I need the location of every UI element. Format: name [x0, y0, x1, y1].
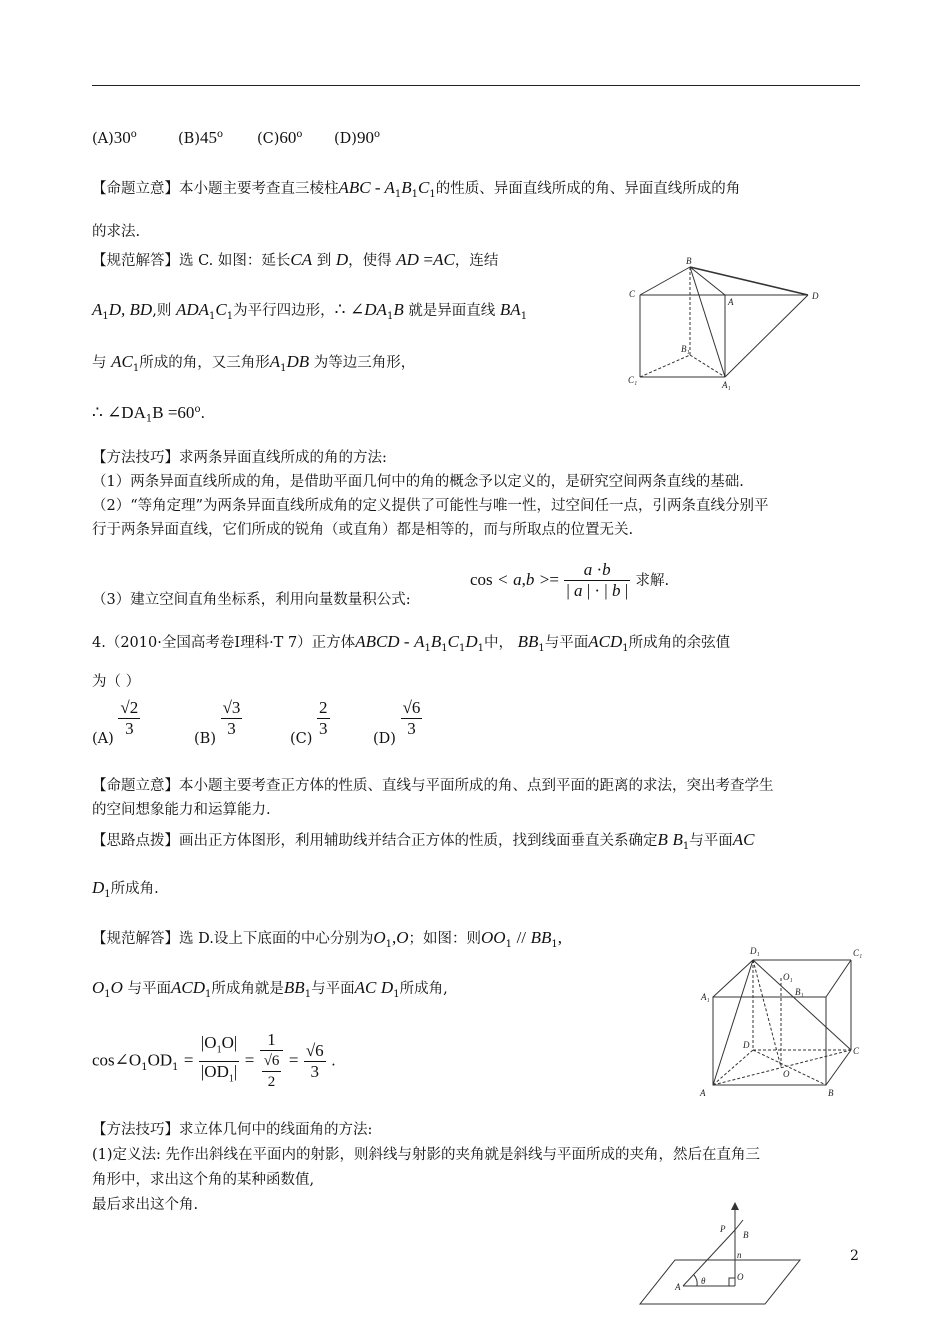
page-number: 2	[850, 1248, 859, 1264]
q3-method-l3: 行于两条异面直线，它们所成的锐角（或直角）都是相等的，而与所取点的位置无关.	[92, 522, 634, 538]
cos-formula: cos < a,b >= $\frac{a \cdot b}{| a | \cdot | b |}$ 求解.	[470, 560, 670, 600]
choice-b: (B)45$^o$	[178, 128, 224, 147]
svg-text:A: A	[700, 1088, 706, 1098]
q4-method-l3: 最后求出这个角.	[92, 1197, 199, 1213]
cube-figure	[695, 940, 870, 1105]
q4-intent-l2: 的空间想象能力和运算能力.	[92, 802, 271, 818]
svg-text:B: B	[686, 256, 692, 266]
q4-hint-l2: $D_1$所成角.	[92, 878, 159, 900]
svg-text:C: C	[853, 1046, 860, 1056]
svg-text:B₁: B₁	[681, 344, 690, 354]
svg-text:C₁: C₁	[853, 948, 863, 958]
svg-text:B: B	[743, 1230, 749, 1240]
q4-intent-l1: 【命题立意】本小题主要考查正方体的性质、直线与平面所成的角、点到平面的距离的求法，突出考查学生	[92, 778, 774, 794]
q4-solution-l1: 【规范解答】选 D.设上下底面的中心分别为$O_1,O$；如图：则$OO_1 // BB_1$,	[92, 928, 563, 950]
svg-text:D₁: D₁	[750, 946, 760, 956]
header-rule	[92, 85, 860, 86]
q4-choice-d: (D) $\frac{√6}{3}$	[373, 698, 421, 747]
q3-solution-line4: ∴ $\angle DA_1B =60^o$.	[92, 402, 206, 425]
svg-text:D: D	[743, 1040, 750, 1050]
q4-stem-line1: 4.（2010·全国高考卷Ⅰ理科·T 7）正方体ABCD - $A_1B_1C_1D_1$中， $BB_1$与平面$ACD_1$所成角的余弦值	[92, 632, 731, 654]
q4-choice-b: (B) $\frac{√3}{3}$	[194, 698, 241, 747]
q3-solution-line2: $A_1D$, BD,则 $ADA_1C_1$为平行四边形，∴ $\angle DA_1B$ 就是异面直线 $BA_1$	[92, 300, 528, 322]
q4-choice-c: (C) $\frac{2}{3}$	[290, 698, 328, 747]
choice-a: (A)30$^o$	[92, 128, 137, 147]
q3-intent-line1: 【命题立意】本小题主要考查直三棱柱ABC - $A_1B_1C_1$的性质、异面直线所成的角、异面直线所成的角	[92, 178, 741, 200]
q4-stem-line2: 为（ ）	[92, 674, 141, 690]
q4-hint-l1: 【思路点拨】画出正方体图形，利用辅助线并结合正方体的性质，找到线面垂直关系确定B $B_1$与平面AC	[92, 830, 755, 852]
svg-text:θ: θ	[701, 1276, 706, 1286]
q4-solution-l2: $O_1O$ 与平面$ACD_1$所成角就是$BB_1$与平面AC $D_1$所成角,	[92, 978, 448, 1000]
choice-d: (D)90$^o$	[334, 128, 380, 147]
svg-text:C₁: C₁	[628, 375, 638, 385]
svg-text:B: B	[828, 1088, 834, 1098]
q3-solution-line3: 与 $AC_1$所成的角，又三角形$A_1DB$ 为等边三角形，	[92, 352, 416, 374]
choice-c: (C)60$^o$	[257, 128, 303, 147]
svg-text:C: C	[629, 289, 636, 299]
q3-method-l4: （3）建立空间直角坐标系，利用向量数量积公式:	[92, 592, 411, 608]
q4-method-l2: 角形中，求出这个角的某种函数值,	[92, 1172, 315, 1188]
q3-method-title: 【方法技巧】求两条异面直线所成的角的方法:	[92, 450, 387, 466]
q4-method-l1: (1)定义法: 先作出斜线在平面内的射影，则斜线与射影的夹角就是斜线与平面所成的夹角，然后在直角三	[92, 1147, 761, 1163]
prism-figure	[620, 255, 830, 395]
q3-solution-line1: 【规范解答】选 C. 如图：延长CA 到 D，使得 AD =AC，连结	[92, 250, 499, 269]
svg-text:O: O	[783, 1069, 790, 1079]
plane-angle-figure	[635, 1200, 805, 1310]
q3-intent-line2: 的求法.	[92, 224, 141, 240]
svg-text:A₁: A₁	[722, 380, 731, 390]
svg-text:O₁: O₁	[783, 972, 793, 982]
svg-text:A₁: A₁	[701, 992, 710, 1002]
svg-text:A: A	[675, 1282, 681, 1292]
q4-choice-a: (A) $\frac{√2}{3}$	[92, 698, 139, 747]
cos-calculation: $\cos\angle O_1OD_1$ = $\frac{|O_1O|}{|OD_1|}$ = $\frac{1}{\frac{√6}{2}}$ = $\frac{√6}{3}$ .	[92, 1030, 336, 1090]
svg-text:D: D	[812, 291, 819, 301]
q4-method-title: 【方法技巧】求立体几何中的线面角的方法:	[92, 1122, 373, 1138]
svg-text:n: n	[737, 1250, 742, 1260]
svg-text:B₁: B₁	[795, 987, 804, 997]
svg-text:A: A	[728, 297, 734, 307]
q3-method-l2: （2）“等角定理”为两条异面直线所成角的定义提供了可能性与唯一性，过空间任一点，引两条直线分别平	[92, 498, 769, 514]
svg-text:O: O	[737, 1272, 744, 1282]
q3-method-l1: （1）两条异面直线所成的角，是借助平面几何中的角的概念予以定义的，是研究空间两条直线的基础.	[92, 474, 744, 490]
svg-text:P: P	[720, 1224, 726, 1234]
